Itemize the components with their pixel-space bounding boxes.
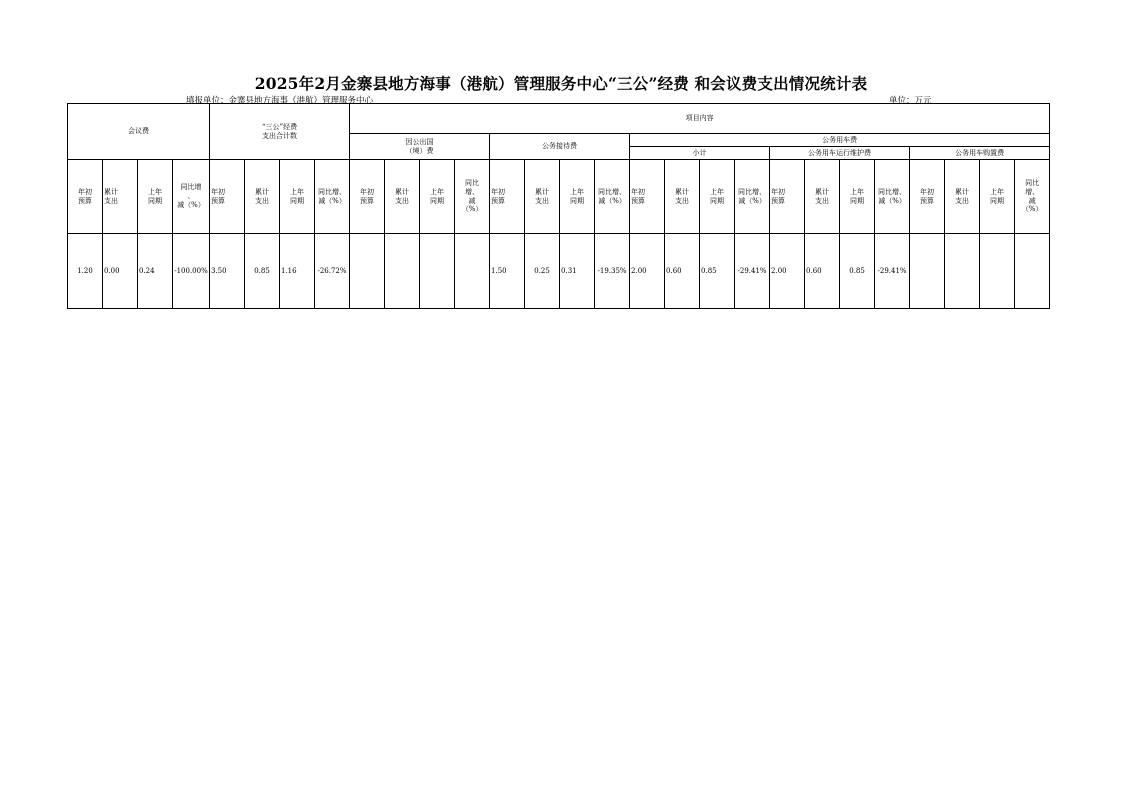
cell-purchase-last-year <box>980 234 1015 309</box>
col-cumulative: 累计 支出 <box>945 160 980 234</box>
cell-operation-budget: 2.00 <box>770 234 805 309</box>
cell-meeting-budget: 1.20 <box>68 234 103 309</box>
cell-reception-budget: 1.50 <box>490 234 525 309</box>
col-yoy: 同比 增、 减 （%） <box>455 160 490 234</box>
col-last-year: 上年 同期 <box>138 160 173 234</box>
header-subtotal: 小计 <box>630 147 770 160</box>
cell-subtotal-cumulative: 0.60 <box>665 234 700 309</box>
header-vehicle: 公务用车费 <box>630 134 1050 147</box>
col-cumulative: 累计 支出 <box>103 160 138 234</box>
col-cumulative: 累计 支出 <box>665 160 700 234</box>
col-annual-budget: 年初 预算 <box>630 160 665 234</box>
col-yoy: 同比 增、 减 （%） <box>1015 160 1050 234</box>
col-last-year: 上年 同期 <box>840 160 875 234</box>
cell-subtotal-yoy: -29.41% <box>735 234 770 309</box>
col-annual-budget: 年初 预算 <box>68 160 103 234</box>
col-last-year: 上年 同期 <box>700 160 735 234</box>
col-last-year: 上年 同期 <box>560 160 595 234</box>
cell-abroad-cumulative <box>385 234 420 309</box>
page-title: 2025年2月金寨县地方海事（港航）管理服务中心“三公”经费 和会议费支出情况统计表 <box>254 74 868 93</box>
header-vehicle-operation: 公务用车运行维护费 <box>770 147 910 160</box>
cell-operation-last-year: 0.85 <box>840 234 875 309</box>
col-yoy: 同比增 、 减（%） <box>173 160 210 234</box>
col-yoy: 同比增、 减（%） <box>875 160 910 234</box>
table-row <box>68 234 1050 309</box>
cell-subtotal-budget: 2.00 <box>630 234 665 309</box>
header-row-1 <box>68 104 1050 134</box>
cell-abroad-yoy <box>455 234 490 309</box>
cell-three-public-last-year: 1.16 <box>280 234 315 309</box>
col-cumulative: 累计 支出 <box>385 160 420 234</box>
column-label-row <box>68 160 1050 234</box>
col-cumulative: 累计 支出 <box>805 160 840 234</box>
col-yoy: 同比增、 减（%） <box>595 160 630 234</box>
col-yoy: 同比增、 减（%） <box>735 160 770 234</box>
cell-subtotal-last-year: 0.85 <box>700 234 735 309</box>
header-abroad: 因公出国 （境）费 <box>350 134 490 160</box>
col-annual-budget: 年初 预算 <box>490 160 525 234</box>
cell-operation-yoy: -29.41% <box>875 234 910 309</box>
cell-three-public-cumulative: 0.85 <box>245 234 280 309</box>
col-annual-budget: 年初 预算 <box>910 160 945 234</box>
cell-reception-yoy: -19.35% <box>595 234 630 309</box>
cell-purchase-budget <box>910 234 945 309</box>
cell-meeting-cumulative: 0.00 <box>103 234 138 309</box>
col-annual-budget: 年初 预算 <box>350 160 385 234</box>
unit-label: 单位：万元 <box>889 96 932 106</box>
cell-purchase-cumulative <box>945 234 980 309</box>
header-meeting: 会议费 <box>68 104 210 160</box>
cell-reception-cumulative: 0.25 <box>525 234 560 309</box>
cell-meeting-last-year: 0.24 <box>138 234 173 309</box>
header-vehicle-purchase: 公务用车购置费 <box>910 147 1050 160</box>
cell-reception-last-year: 0.31 <box>560 234 595 309</box>
cell-abroad-budget <box>350 234 385 309</box>
header-reception: 公务接待费 <box>490 134 630 160</box>
cell-three-public-budget: 3.50 <box>210 234 245 309</box>
header-three-public: “三公”经费 支出合计数 <box>210 104 350 160</box>
cell-abroad-last-year <box>420 234 455 309</box>
col-cumulative: 累计 支出 <box>245 160 280 234</box>
col-cumulative: 累计 支出 <box>525 160 560 234</box>
col-annual-budget: 年初 预算 <box>210 160 245 234</box>
cell-three-public-yoy: -26.72% <box>315 234 350 309</box>
reporting-unit: 填报单位：金寨县地方海事（港航）管理服务中心 <box>186 96 374 106</box>
cell-operation-cumulative: 0.60 <box>805 234 840 309</box>
col-last-year: 上年 同期 <box>980 160 1015 234</box>
col-annual-budget: 年初 预算 <box>770 160 805 234</box>
col-last-year: 上年 同期 <box>420 160 455 234</box>
col-yoy: 同比增、 减（%） <box>315 160 350 234</box>
cell-purchase-yoy <box>1015 234 1050 309</box>
col-last-year: 上年 同期 <box>280 160 315 234</box>
expense-table <box>67 103 1050 309</box>
cell-meeting-yoy: -100.00% <box>173 234 210 309</box>
header-project-content: 项目内容 <box>350 104 1050 134</box>
